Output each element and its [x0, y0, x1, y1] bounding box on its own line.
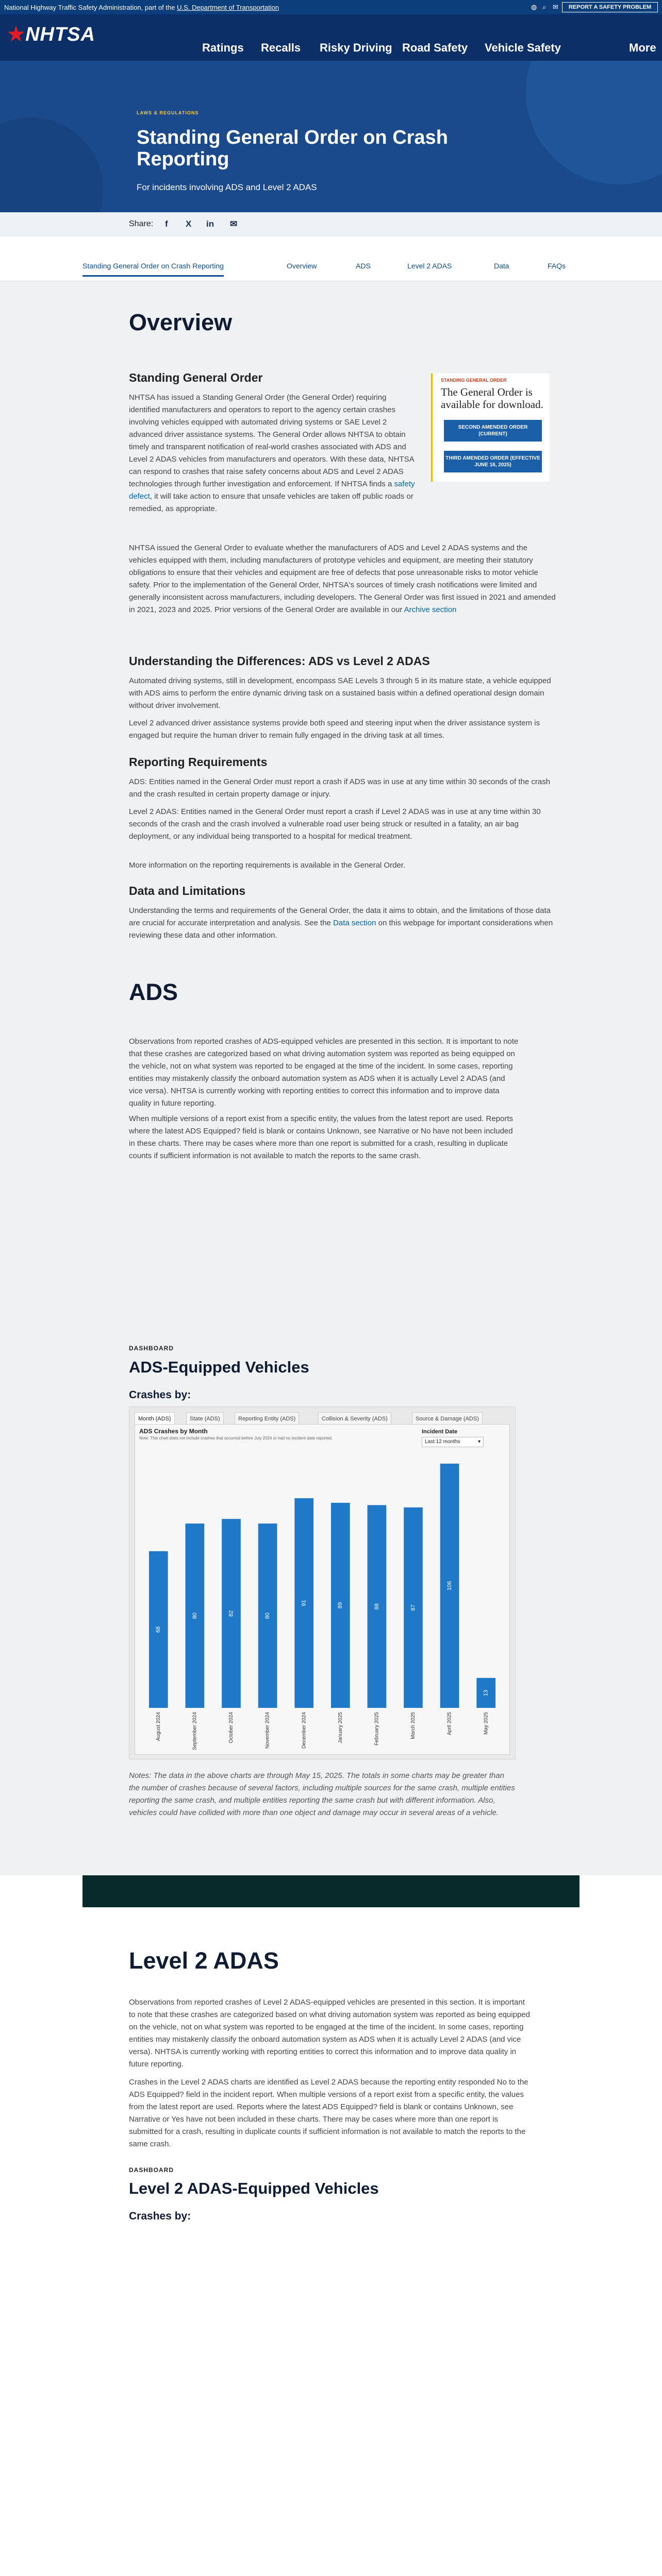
nav-more[interactable]: More	[629, 41, 656, 54]
level2-paragraph-1: Observations from reported crashes of Level 2 ADAS-equipped vehicles are presented in this section. It is important to note that these crashes are categorized based on what driving automation system was reported as being equipped on the vehicle, not on what system was reported to be engaged at the time of the incident. In some cases, reporting entities may mistakenly classify the onboard automation system as ADS when it is actually Level 2 ADAS (and vice versa). NHTSA is currently working with reporting entities to correct this information and to improve data quality in future reporting.	[129, 1998, 530, 2069]
level2-heading: Level 2 ADAS	[129, 1947, 279, 1974]
differences-heading: Understanding the Differences: ADS vs Level 2 ADAS	[129, 654, 430, 668]
reporting-paragraph-2: Level 2 ADAS: Entities named in the General Order must report a crash if Level 2 ADAS was in use at any time within 30 seconds of the crash and the crash involved a vulnerable road user being struck or resulted in a fatality, an air bag deployment, or any individual being transported to a hospital for medical treatment.	[129, 807, 541, 841]
share-label: Share:	[129, 219, 154, 228]
category-label-8: April 2025	[446, 1712, 453, 1736]
category-label-3: November 2024	[264, 1712, 271, 1749]
bar-value-label-2: 82	[228, 1610, 235, 1617]
tab-reporting-entity-ads[interactable]: Reporting Entity (ADS)	[235, 1412, 299, 1425]
overview-data-paragraph: Understanding the terms and requirements of the General Order, the data it aims to obtain, and the limitations of those data are crucial for accurate interpretation and analysis. See the Data section on this webpage for important considerations when reviewing these data and other information.	[129, 906, 553, 940]
search-icon[interactable]: ⌕	[542, 3, 547, 11]
reporting-paragraph-3: More information on the reporting requirements is available in the General Order.	[129, 861, 406, 870]
download-kicker: STANDING GENERAL ORDER	[441, 378, 507, 383]
x-icon[interactable]: X	[186, 219, 192, 229]
overview-data-heading: Data and Limitations	[129, 884, 246, 897]
category-label-7: March 2025	[410, 1712, 417, 1739]
download-title: The General Order is available for download.	[441, 386, 543, 411]
differences-paragraph-1: Automated driving systems, still in development, encompass SAE Levels 3 through 5 in its mature state, a vehicle equipped with ADS aims to perform the entire dynamic driving task on a sustained basis within a defined operational design domain without driver involvement.	[129, 676, 551, 710]
level2-paragraph-2: Crashes in the Level 2 ADAS charts are identified as Level 2 ADAS because the reporting entity responded No to the ADS Equipped? field in the incident report. When multiple versions of a report exist from a specific entity, the values from the latest report are used. Reports where the latest ADS Equipped? field is blank or contains Unknown, see Narrative or Yes have not been included in these charts. There may be cases where more than one report is submitted for a crash, resulting in duplicate counts if sufficient information is not available to match the reports to the same crash.	[129, 2078, 528, 2148]
hero-tag: LAWS & REGULATIONS	[137, 110, 199, 115]
ads-paragraph-1: Observations from reported crashes of ADS-equipped vehicles are presented in this section. It is important to note that these crashes are categorized based on what driving automation system was reported as being equipped on the vehicle, not on what system was reported to be engaged at the time of the incident. In some cases, reporting entities may mistakenly classify the onboard automation system as ADS when it is actually Level 2 ADAS (and vice versa). NHTSA is currently working with reporting entities to correct this information and to improve data quality in future reporting.	[129, 1037, 519, 1108]
category-label-5: January 2025	[337, 1712, 343, 1743]
nav-risky-driving[interactable]: Risky Driving	[320, 41, 392, 54]
subnav-faqs[interactable]: FAQs	[548, 262, 566, 270]
level2-dashboard-placeholder	[129, 2231, 521, 2576]
hero-banner	[0, 61, 662, 212]
category-label-4: December 2024	[301, 1712, 307, 1749]
linkedin-icon[interactable]: in	[206, 219, 214, 229]
sgo-paragraph-1: NHTSA has issued a Standing General Order (the General Order) requiring identified manufacturers and operators to report to the agency certain crashes involving vehicles equipped with automated driving systems or SAE Level 2 advanced driver assistance systems. The General Order allows NHTSA to obtain timely and transparent notification of real-world crashes associated with ADS and Level 2 ADAS vehicles from manufacturers and operators. With these data, NHTSA can respond to crashes that raise safety concerns about ADS and Level 2 ADAS technologies through further investigation and enforcement. If NHTSA finds a safety defect, it will take action to ensure that unsafe vehicles are taken off public roads or remedied, as appropriate.	[129, 393, 415, 513]
chart-title: ADS Crashes by Month	[139, 1428, 208, 1435]
nav-ratings[interactable]: Ratings	[202, 41, 244, 54]
level2-crashes-by: Crashes by:	[129, 2210, 191, 2222]
ads-dashboard	[129, 1406, 516, 1759]
ads-heading: ADS	[129, 979, 178, 1005]
sgo-heading: Standing General Order	[129, 371, 263, 384]
tab-source-damage-ads[interactable]: Source & Damage (ADS)	[412, 1412, 483, 1425]
chevron-down-icon: ▾	[477, 1439, 481, 1445]
category-label-2: October 2024	[228, 1712, 235, 1743]
differences-paragraph-2: Level 2 advanced driver assistance systems provide both speed and steering input when the driver assistance system is engaged but require the human driver to remain fully engaged in the driving task at all times.	[129, 719, 540, 740]
subnav-level2[interactable]: Level 2 ADAS	[407, 262, 452, 270]
ads-chart-panel	[135, 1424, 510, 1755]
tab-state-ads[interactable]: State (ADS)	[186, 1412, 224, 1425]
incident-date-select[interactable]: Last 12 months ▾	[422, 1437, 484, 1447]
nhtsa-logo[interactable]: ★NHTSA	[7, 24, 95, 45]
report-safety-problem-button[interactable]: REPORT A SAFETY PROBLEM	[562, 2, 658, 12]
subnav-overview[interactable]: Overview	[287, 262, 317, 270]
bar-value-label-1: 80	[191, 1612, 198, 1619]
subnav-data[interactable]: Data	[494, 262, 509, 270]
bar-value-label-6: 88	[373, 1603, 380, 1610]
overview-heading: Overview	[129, 309, 233, 335]
nav-recalls[interactable]: Recalls	[261, 41, 301, 54]
globe-icon[interactable]: ◍	[531, 3, 537, 11]
gov-banner: National Highway Traffic Safety Administration, part of the U.S. Department of Transportation	[4, 4, 279, 11]
dark-divider-banner	[82, 1875, 580, 1907]
page-title: Standing General Order on Crash Reporting	[137, 127, 448, 170]
level2-dashboard-title: Level 2 ADAS-Equipped Vehicles	[129, 2179, 379, 2197]
bar-value-label-5: 89	[337, 1602, 344, 1609]
bar-value-label-0: 68	[155, 1626, 162, 1633]
nav-road-safety[interactable]: Road Safety	[402, 41, 468, 54]
sub-navigation	[0, 246, 662, 281]
ads-dashboard-kicker: DASHBOARD	[129, 1345, 174, 1352]
email-share-icon[interactable]: ✉	[230, 219, 238, 229]
bar-value-label-8: 106	[446, 1581, 453, 1591]
level2-dashboard-kicker: DASHBOARD	[129, 2166, 174, 2174]
ads-crashes-by: Crashes by:	[129, 1389, 191, 1401]
category-label-0: August 2024	[155, 1712, 161, 1741]
reporting-paragraph-1: ADS: Entities named in the General Order must report a crash if ADS was in use at any time within 30 seconds of the crash and the crash resulted in certain property damage or injury.	[129, 777, 551, 799]
ads-dashboard-title: ADS-Equipped Vehicles	[129, 1358, 309, 1376]
reporting-heading: Reporting Requirements	[129, 755, 268, 769]
archive-link[interactable]: Archive section	[404, 605, 457, 614]
bar-value-label-9: 13	[483, 1689, 489, 1697]
second-amended-order-button[interactable]: SECOND AMENDED ORDER (CURRENT)	[444, 420, 542, 442]
bar-value-label-4: 91	[301, 1600, 307, 1606]
chart-note: Note: This chart does not include crashes that occurred before July 2024 or had no incident date reported.	[139, 1436, 333, 1440]
tab-collision-severity-ads[interactable]: Collision & Severity (ADS)	[318, 1412, 391, 1425]
bar-value-label-7: 87	[410, 1604, 417, 1611]
subnav-ads[interactable]: ADS	[356, 262, 371, 270]
safety-defect-link[interactable]: safety defect	[129, 480, 415, 501]
nav-vehicle-safety[interactable]: Vehicle Safety	[485, 41, 561, 54]
bar-value-label-3: 80	[264, 1612, 271, 1619]
share-bar	[0, 212, 662, 236]
ads-notes: Notes: The data in the above charts are through May 15, 2025. The totals in some charts may be greater than the number of crashes because of several factors, including multiple sources for the same crash, multiple entities reporting the same crash, and multiple entities reporting the same crash but with different information. Also, vehicles could have collided with more than one object and damage may occur in several areas of a vehicle.	[129, 1771, 515, 1817]
subnav-home[interactable]: Standing General Order on Crash Reporting	[82, 262, 224, 277]
incident-date-label: Incident Date	[422, 1429, 458, 1435]
mail-icon[interactable]: ✉	[553, 3, 558, 11]
tab-month-ads[interactable]: Month (ADS)	[135, 1412, 175, 1425]
star-icon: ★	[7, 24, 26, 45]
category-label-9: May 2025	[483, 1712, 489, 1735]
category-label-1: September 2024	[192, 1712, 198, 1750]
dot-link[interactable]: U.S. Department of Transportation	[177, 4, 279, 11]
facebook-icon[interactable]: f	[165, 219, 168, 229]
page-subtitle: For incidents involving ADS and Level 2 ADAS	[137, 182, 317, 192]
ads-paragraph-2: When multiple versions of a report exist from a specific entity, the values from the latest report are used. Reports where the latest ADS Equipped? field is blank or contains Unknown, see Narrative or No have not been included in these charts. There may be cases where more than one report is submitted for a crash, resulting in duplicate counts if sufficient information is not available to match the reports to the same crash.	[129, 1114, 514, 1160]
download-box	[431, 374, 550, 482]
ads-bar-chart	[135, 1450, 509, 1754]
data-section-link[interactable]: Data section	[333, 919, 376, 927]
third-amended-order-button[interactable]: THIRD AMENDED ORDER (EFFECTIVE JUNE 16, 2025)	[444, 451, 542, 472]
top-bar	[0, 0, 662, 14]
category-label-6: February 2025	[374, 1712, 380, 1746]
sgo-paragraph-2: NHTSA issued the General Order to evaluate whether the manufacturers of ADS and Level 2 ADAS systems and the vehicles equipped with them, including manufacturers of prototype vehicles and equipment, are meeting their statutory obligations to ensure that their vehicles and equipment are free of defects that pose unreasonable risks to motor vehicle safety. Prior to the implementation of the General Order, NHTSA's sources of timely crash notifications were limited and generally inconsistent across manufacturers, including developers. The General Order was first issued in 2021 and amended in 2021, 2023 and 2025. Prior versions of the General Order are available in our Archive section	[129, 544, 556, 614]
